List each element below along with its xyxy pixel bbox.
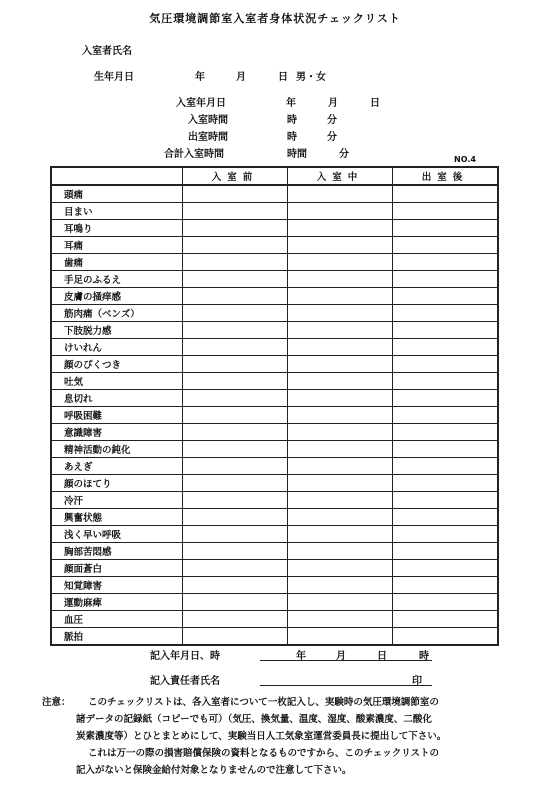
- cell-before[interactable]: [183, 492, 288, 509]
- cell-before[interactable]: [183, 254, 288, 271]
- note-line-4: これは万一の際の損害賠償保険の資料となるものですから、このチェックリストの: [88, 748, 440, 759]
- entry-month: 月: [328, 98, 338, 109]
- symptom-label: 呼吸困難: [51, 407, 183, 424]
- cell-after[interactable]: [393, 220, 499, 237]
- cell-during[interactable]: [288, 322, 393, 339]
- cell-during[interactable]: [288, 509, 393, 526]
- cell-before[interactable]: [183, 407, 288, 424]
- note-line-3: 炭素濃度等）とひとまとめにして、実験当日人工気象室運営委員長に提出して下さい。: [76, 731, 447, 742]
- record-time: 時: [419, 651, 429, 662]
- symptom-label: 顔のぴくつき: [51, 356, 183, 373]
- table-header-row: [51, 167, 498, 185]
- cell-after[interactable]: [393, 356, 499, 373]
- cell-before[interactable]: [183, 458, 288, 475]
- checklist-table: [50, 166, 499, 646]
- table-row: [51, 305, 498, 322]
- total-time-label: 合計入室時間: [164, 149, 224, 160]
- cell-during[interactable]: [288, 424, 393, 441]
- cell-during[interactable]: [288, 560, 393, 577]
- record-date-line: [260, 660, 432, 661]
- cell-during[interactable]: [288, 526, 393, 543]
- cell-during[interactable]: [288, 185, 393, 203]
- cell-before[interactable]: [183, 339, 288, 356]
- table-row: [51, 441, 498, 458]
- table-row: [51, 611, 498, 628]
- col-after: 出室後: [393, 167, 499, 185]
- cell-before[interactable]: [183, 526, 288, 543]
- cell-during[interactable]: [288, 271, 393, 288]
- table-row: [51, 220, 498, 237]
- cell-after[interactable]: [393, 373, 499, 390]
- cell-before[interactable]: [183, 237, 288, 254]
- table-row: [51, 526, 498, 543]
- cell-during[interactable]: [288, 594, 393, 611]
- seal-mark: 印: [412, 676, 422, 687]
- table-row: [51, 237, 498, 254]
- table-row: [51, 322, 498, 339]
- exit-hour: 時: [287, 132, 297, 143]
- responsible-label: 記入責任者氏名: [150, 676, 220, 687]
- table-row: [51, 185, 498, 203]
- cell-after[interactable]: [393, 611, 499, 628]
- cell-after[interactable]: [393, 628, 499, 646]
- exit-minute: 分: [327, 132, 337, 143]
- col-during: 入室中: [288, 167, 393, 185]
- cell-after[interactable]: [393, 305, 499, 322]
- cell-before[interactable]: [183, 373, 288, 390]
- entry-hour: 時: [287, 115, 297, 126]
- symptom-label: 浅く早い呼吸: [51, 526, 183, 543]
- cell-before[interactable]: [183, 594, 288, 611]
- symptom-label: 意識障害: [51, 424, 183, 441]
- cell-before[interactable]: [183, 220, 288, 237]
- symptom-label: 頭痛: [51, 185, 183, 203]
- page-title: 気圧環境調節室入室者身体状況チェックリスト: [149, 12, 401, 25]
- cell-after[interactable]: [393, 424, 499, 441]
- sex-field: 男・女: [296, 72, 326, 83]
- symptom-label: 歯痛: [51, 254, 183, 271]
- entry-year: 年: [286, 98, 296, 109]
- table-row: [51, 543, 498, 560]
- table-row: [51, 424, 498, 441]
- symptom-label: 脈拍: [51, 628, 183, 646]
- symptom-label: 知覚障害: [51, 577, 183, 594]
- cell-after[interactable]: [393, 560, 499, 577]
- note-label: 注意：: [42, 697, 71, 708]
- cell-before[interactable]: [183, 628, 288, 646]
- entry-time-label: 入室時間: [188, 115, 228, 126]
- symptom-label: 息切れ: [51, 390, 183, 407]
- exit-time-label: 出室時間: [188, 132, 228, 143]
- record-month: 月: [336, 651, 346, 662]
- cell-after[interactable]: [393, 526, 499, 543]
- cell-after[interactable]: [393, 271, 499, 288]
- symptom-header: [51, 167, 183, 185]
- cell-before[interactable]: [183, 543, 288, 560]
- cell-after[interactable]: [393, 339, 499, 356]
- symptom-label: あえぎ: [51, 458, 183, 475]
- symptom-label: 精神活動の鈍化: [51, 441, 183, 458]
- cell-before[interactable]: [183, 475, 288, 492]
- table-row: [51, 577, 498, 594]
- symptom-label: 耳痛: [51, 237, 183, 254]
- table-row: [51, 458, 498, 475]
- table-row: [51, 492, 498, 509]
- cell-during[interactable]: [288, 492, 393, 509]
- col-before: 入室前: [183, 167, 288, 185]
- symptom-label: 下肢脱力感: [51, 322, 183, 339]
- name-label: 入室者氏名: [82, 46, 132, 57]
- cell-before[interactable]: [183, 356, 288, 373]
- note-line-1: このチェックリストは、各入室者について一枚記入し、実験時の気圧環境調節室の: [88, 697, 439, 708]
- cell-before[interactable]: [183, 560, 288, 577]
- cell-after[interactable]: [393, 492, 499, 509]
- symptom-label: けいれん: [51, 339, 183, 356]
- birth-day: 日: [278, 72, 288, 83]
- cell-after[interactable]: [393, 288, 499, 305]
- cell-during[interactable]: [288, 356, 393, 373]
- note-line-5: 記入がないと保険金給付対象となりませんので注意して下さい。: [76, 765, 352, 776]
- cell-before[interactable]: [183, 322, 288, 339]
- symptom-label: 皮膚の掻痒感: [51, 288, 183, 305]
- record-date-label: 記入年月日、時: [150, 651, 220, 662]
- entry-date-label: 入室年月日: [176, 98, 226, 109]
- cell-after[interactable]: [393, 390, 499, 407]
- cell-after[interactable]: [393, 254, 499, 271]
- table-row: [51, 594, 498, 611]
- cell-during[interactable]: [288, 407, 393, 424]
- cell-during[interactable]: [288, 390, 393, 407]
- cell-before[interactable]: [183, 577, 288, 594]
- symptom-label: 手足のふるえ: [51, 271, 183, 288]
- symptom-label: 興奮状態: [51, 509, 183, 526]
- cell-after[interactable]: [393, 185, 499, 203]
- cell-after[interactable]: [393, 458, 499, 475]
- cell-after[interactable]: [393, 203, 499, 220]
- cell-after[interactable]: [393, 237, 499, 254]
- note-line-2: 諸データの記録紙（コピーでも可）（気圧、換気量、温度、湿度、酸素濃度、二酸化: [76, 714, 432, 725]
- cell-before[interactable]: [183, 424, 288, 441]
- cell-during[interactable]: [288, 339, 393, 356]
- symptom-label: 耳鳴り: [51, 220, 183, 237]
- symptom-label: 運動麻痺: [51, 594, 183, 611]
- symptom-label: 筋肉痛（ベンズ）: [51, 305, 183, 322]
- cell-during[interactable]: [288, 203, 393, 220]
- responsible-line: [260, 685, 432, 686]
- cell-before[interactable]: [183, 305, 288, 322]
- birth-month: 月: [236, 72, 246, 83]
- table-row: [51, 271, 498, 288]
- symptom-label: 吐気: [51, 373, 183, 390]
- symptom-label: 顔面蒼白: [51, 560, 183, 577]
- table-row: [51, 509, 498, 526]
- cell-during[interactable]: [288, 305, 393, 322]
- table-row: [51, 373, 498, 390]
- form-number: NO.4: [454, 155, 476, 164]
- cell-after[interactable]: [393, 543, 499, 560]
- total-minute: 分: [339, 149, 349, 160]
- table-row: [51, 254, 498, 271]
- table-row: [51, 628, 498, 646]
- symptom-label: 顔のほてり: [51, 475, 183, 492]
- cell-during[interactable]: [288, 475, 393, 492]
- table-row: [51, 407, 498, 424]
- symptom-label: 胸部苦悶感: [51, 543, 183, 560]
- table-row: [51, 356, 498, 373]
- table-row: [51, 560, 498, 577]
- cell-before[interactable]: [183, 441, 288, 458]
- cell-after[interactable]: [393, 441, 499, 458]
- cell-before[interactable]: [183, 271, 288, 288]
- symptom-label: 冷汗: [51, 492, 183, 509]
- cell-during[interactable]: [288, 577, 393, 594]
- entry-day: 日: [370, 98, 380, 109]
- record-year: 年: [296, 651, 306, 662]
- cell-after[interactable]: [393, 407, 499, 424]
- table-row: [51, 339, 498, 356]
- cell-before[interactable]: [183, 185, 288, 203]
- total-hours: 時間: [287, 149, 307, 160]
- cell-before[interactable]: [183, 203, 288, 220]
- table-row: [51, 288, 498, 305]
- cell-after[interactable]: [393, 594, 499, 611]
- cell-during[interactable]: [288, 237, 393, 254]
- cell-during[interactable]: [288, 543, 393, 560]
- cell-after[interactable]: [393, 509, 499, 526]
- cell-after[interactable]: [393, 322, 499, 339]
- table-row: [51, 203, 498, 220]
- cell-after[interactable]: [393, 577, 499, 594]
- birth-label: 生年月日: [94, 72, 134, 83]
- cell-during[interactable]: [288, 458, 393, 475]
- table-row: [51, 390, 498, 407]
- cell-during[interactable]: [288, 373, 393, 390]
- cell-after[interactable]: [393, 475, 499, 492]
- cell-before[interactable]: [183, 390, 288, 407]
- table-row: [51, 475, 498, 492]
- cell-during[interactable]: [288, 628, 393, 646]
- cell-before[interactable]: [183, 509, 288, 526]
- cell-during[interactable]: [288, 254, 393, 271]
- birth-year: 年: [195, 72, 205, 83]
- cell-during[interactable]: [288, 288, 393, 305]
- cell-before[interactable]: [183, 288, 288, 305]
- cell-before[interactable]: [183, 611, 288, 628]
- symptom-label: 血圧: [51, 611, 183, 628]
- symptom-label: 目まい: [51, 203, 183, 220]
- cell-during[interactable]: [288, 220, 393, 237]
- record-day: 日: [377, 651, 387, 662]
- entry-minute: 分: [327, 115, 337, 126]
- cell-during[interactable]: [288, 611, 393, 628]
- cell-during[interactable]: [288, 441, 393, 458]
